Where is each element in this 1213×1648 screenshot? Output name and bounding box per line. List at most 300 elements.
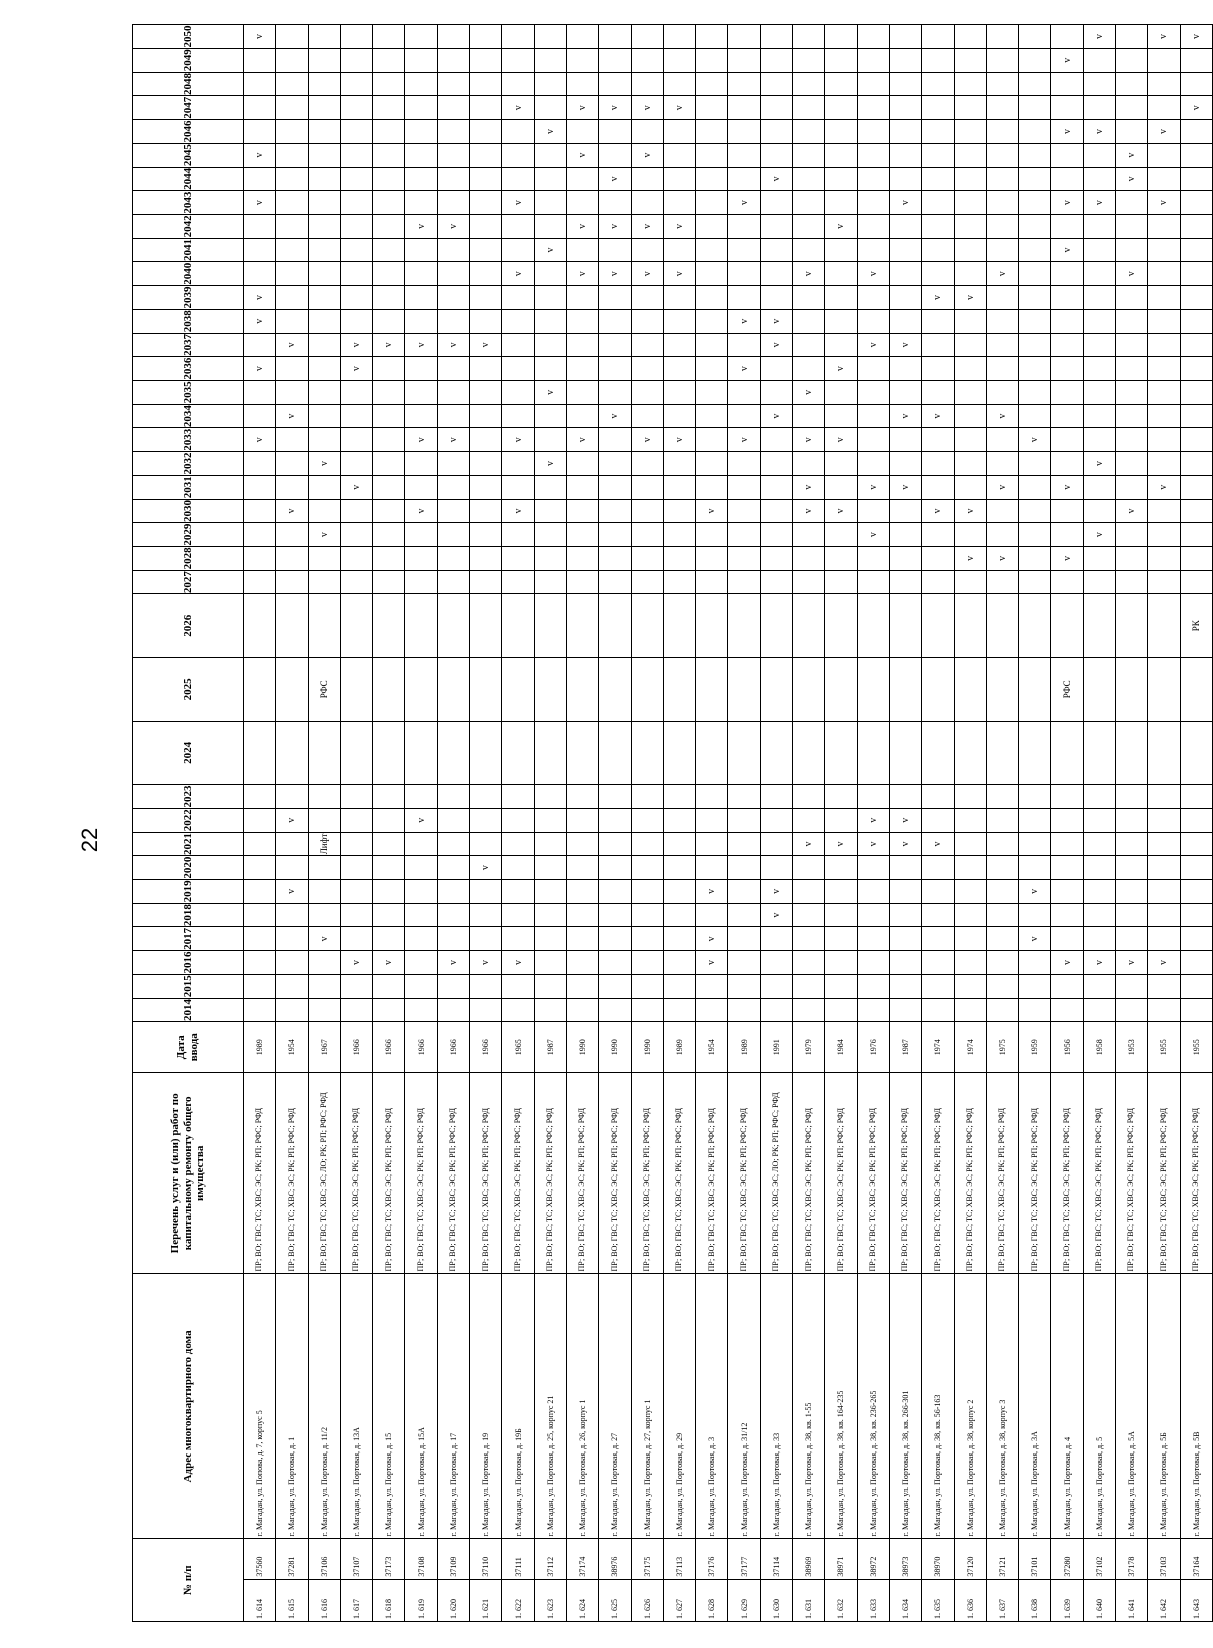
year-cell [1019,570,1051,594]
year-cell [728,594,760,658]
year-cell [922,523,954,547]
year-cell [470,309,502,333]
year-cell [405,998,437,1022]
year-cell [470,72,502,96]
year-cell [502,120,534,144]
year-cell [502,143,534,167]
year-cell: РК [1180,594,1212,658]
row-address: г. Магадан, ул. Попова, д. 7, корпус 5 [244,1274,276,1539]
year-cell [889,951,921,975]
row-number: 1. 614 [244,1579,276,1621]
year-cell [1148,286,1180,310]
year-cell [437,903,469,927]
year-cell [405,570,437,594]
year-cell [1148,570,1180,594]
row-works: ПР; ВО; ГВС; ТС; ХВС; ЭС; РК; РП; РФС; РФД [986,1073,1018,1274]
header-year: 2049 [133,48,244,72]
year-cell [696,452,728,476]
year-cell [889,120,921,144]
row-code: 38971 [825,1539,857,1579]
year-cell [760,499,792,523]
year-cell [566,191,598,215]
year-cell [534,721,566,785]
year-cell [308,286,340,310]
year-cell: v [470,856,502,880]
year-cell [308,238,340,262]
year-cell [631,570,663,594]
year-cell [728,998,760,1022]
year-cell: v [437,214,469,238]
year-cell: v [1083,191,1115,215]
year-cell [502,832,534,856]
year-cell [276,594,308,658]
year-cell [1019,785,1051,809]
year-cell [1148,927,1180,951]
year-cell [599,381,631,405]
year-cell [760,594,792,658]
header-address: Адрес многоквартирного дома [133,1274,244,1539]
row-code: 37107 [340,1539,372,1579]
year-cell [728,167,760,191]
year-cell [244,785,276,809]
year-cell [1180,974,1212,998]
row-number: 1. 639 [1051,1579,1083,1621]
year-cell: v [405,333,437,357]
year-cell [760,832,792,856]
year-cell [1019,48,1051,72]
year-cell [631,309,663,333]
year-cell [663,594,695,658]
header-year: 2019 [133,880,244,904]
year-cell [1116,238,1148,262]
year-cell [1180,286,1212,310]
year-cell: v [1180,25,1212,49]
year-cell [244,721,276,785]
row-works: ПР; ВО; ГВС; ТС; ХВС; ЭС; РК; РП; РФС; РФД [244,1073,276,1274]
year-cell [308,594,340,658]
year-cell [631,48,663,72]
year-cell [502,974,534,998]
year-cell: v [566,214,598,238]
year-cell [631,120,663,144]
year-cell [1116,452,1148,476]
year-cell: v [405,499,437,523]
year-cell [1083,309,1115,333]
year-cell [340,143,372,167]
year-cell: v [986,547,1018,571]
year-cell [663,721,695,785]
year-cell [405,523,437,547]
year-cell [631,594,663,658]
year-cell [502,998,534,1022]
row-code: 37110 [470,1539,502,1579]
row-date: 1989 [244,1022,276,1073]
year-cell [889,499,921,523]
year-cell [1180,785,1212,809]
year-cell [244,214,276,238]
year-cell [276,658,308,722]
year-cell: v [954,286,986,310]
row-address: г. Магадан, ул. Портовая, д. 38, кв. 164-235 [825,1274,857,1539]
year-cell [954,856,986,880]
year-cell [760,143,792,167]
row-number: 1. 623 [534,1579,566,1621]
year-cell [534,785,566,809]
year-cell [760,428,792,452]
header-date: Дата ввода [133,1022,244,1073]
year-cell [1180,832,1212,856]
row-date: 1965 [502,1022,534,1073]
header-year: 2039 [133,286,244,310]
year-cell [437,191,469,215]
year-cell [1148,785,1180,809]
row-code: 38972 [857,1539,889,1579]
header-year: 2025 [133,658,244,722]
year-cell [1051,856,1083,880]
year-cell [760,808,792,832]
year-cell [340,381,372,405]
table-body [244,25,1213,1622]
year-cell [954,428,986,452]
year-cell [954,658,986,722]
year-cell [889,72,921,96]
year-cell [373,974,405,998]
year-cell [276,856,308,880]
row-works: ПР; ВО; ГВС; ТС; ХВС; ЭС; РК; РП; РФС; РФД [825,1073,857,1274]
year-cell [696,998,728,1022]
row-code: 37108 [405,1539,437,1579]
row-date: 1974 [954,1022,986,1073]
year-cell [954,903,986,927]
year-cell [566,475,598,499]
year-cell [631,785,663,809]
year-cell [373,191,405,215]
header-year: 2026 [133,594,244,658]
year-cell [663,856,695,880]
year-cell [502,808,534,832]
row-works: ПР; ВО; ГВС; ТС; ХВС; ЭС; РК; РП; РФС; РФД [1148,1073,1180,1274]
year-cell [566,357,598,381]
row-address: г. Магадан, ул. Портовая, д. 15 [373,1274,405,1539]
table-row [696,25,728,1622]
year-cell [405,72,437,96]
year-cell [405,594,437,658]
year-cell [470,262,502,286]
year-cell [922,48,954,72]
year-cell [922,547,954,571]
year-cell [793,998,825,1022]
year-cell: v [1051,120,1083,144]
row-number: 1. 638 [1019,1579,1051,1621]
year-cell [1116,903,1148,927]
year-cell [534,428,566,452]
year-cell [373,808,405,832]
year-cell: v [696,499,728,523]
year-cell [728,238,760,262]
row-code: 37106 [308,1539,340,1579]
year-cell [566,120,598,144]
year-cell [1019,903,1051,927]
year-cell [922,357,954,381]
year-cell [276,951,308,975]
year-cell [470,903,502,927]
year-cell: v [696,951,728,975]
year-cell [1116,832,1148,856]
year-cell [954,951,986,975]
year-cell [373,262,405,286]
year-cell [760,120,792,144]
year-cell [405,262,437,286]
year-cell [244,951,276,975]
year-cell [373,428,405,452]
year-cell [599,499,631,523]
year-cell: v [631,214,663,238]
year-cell [825,238,857,262]
row-number: 1. 641 [1116,1579,1148,1621]
year-cell [663,333,695,357]
year-cell: v [728,357,760,381]
year-cell [663,785,695,809]
year-cell [1051,594,1083,658]
year-cell [793,856,825,880]
year-cell [1180,856,1212,880]
year-cell: v [340,357,372,381]
header-year: 2037 [133,333,244,357]
year-cell [405,903,437,927]
year-cell [308,262,340,286]
year-cell [599,120,631,144]
year-cell [308,167,340,191]
year-cell [889,96,921,120]
year-cell [1148,808,1180,832]
year-cell [793,167,825,191]
year-cell [728,96,760,120]
year-cell [889,785,921,809]
year-cell [502,404,534,428]
year-cell: v [1051,191,1083,215]
year-cell [889,262,921,286]
year-cell [566,721,598,785]
row-address: г. Магадан, ул. Портовая, д. 25, корпус 21 [534,1274,566,1539]
year-cell: v [1051,238,1083,262]
year-cell [954,808,986,832]
year-cell [986,120,1018,144]
year-cell [1083,357,1115,381]
header-year: 2041 [133,238,244,262]
year-cell [825,880,857,904]
year-cell [663,381,695,405]
year-cell [340,721,372,785]
year-cell: v [437,333,469,357]
year-cell [599,880,631,904]
header-year: 2038 [133,309,244,333]
year-cell [631,333,663,357]
year-cell [1180,309,1212,333]
year-cell: v [728,428,760,452]
header-year: 2045 [133,143,244,167]
year-cell [825,25,857,49]
year-cell: v [857,523,889,547]
year-cell [1019,658,1051,722]
year-cell [728,143,760,167]
year-cell: v [825,832,857,856]
year-cell [308,96,340,120]
year-cell [502,547,534,571]
year-cell [1180,808,1212,832]
year-cell [599,143,631,167]
year-cell [793,120,825,144]
year-cell [922,238,954,262]
year-cell [793,903,825,927]
year-cell [244,72,276,96]
year-cell [793,570,825,594]
year-cell [793,357,825,381]
year-cell: v [1116,262,1148,286]
row-code: 37177 [728,1539,760,1579]
year-cell [986,214,1018,238]
year-cell [986,523,1018,547]
year-cell [663,658,695,722]
year-cell [1116,72,1148,96]
row-date: 1958 [1083,1022,1115,1073]
year-cell [566,499,598,523]
year-cell [696,191,728,215]
row-works: ПР; ВО; ГВС; ТС; ХВС; ЭС; РК; РП; РФС; РФД [793,1073,825,1274]
year-cell: v [373,951,405,975]
year-cell [437,523,469,547]
year-cell [1051,428,1083,452]
year-cell [986,381,1018,405]
year-cell [340,523,372,547]
year-cell [696,974,728,998]
year-cell [954,475,986,499]
year-cell [1116,880,1148,904]
year-cell [308,333,340,357]
year-cell [954,570,986,594]
year-cell: v [825,357,857,381]
row-date: 1990 [631,1022,663,1073]
year-cell [728,856,760,880]
year-cell [1083,880,1115,904]
year-cell [373,475,405,499]
year-cell [663,120,695,144]
year-cell [599,191,631,215]
year-cell [793,48,825,72]
year-cell [760,785,792,809]
year-cell: v [244,357,276,381]
year-cell [1180,903,1212,927]
year-cell: v [760,903,792,927]
year-cell [922,880,954,904]
year-cell [793,547,825,571]
year-cell: v [889,808,921,832]
year-cell: v [276,499,308,523]
year-cell [276,974,308,998]
year-cell [308,25,340,49]
year-cell [437,452,469,476]
year-cell [1083,570,1115,594]
year-cell [728,48,760,72]
year-cell: v [631,96,663,120]
year-cell [986,48,1018,72]
year-cell [1083,658,1115,722]
year-cell [599,452,631,476]
row-works: ПР; ВО; ГВС; ТС; ХВС; ЭС; ЛО; РК; РП; РФС; РФД [760,1073,792,1274]
year-cell [728,499,760,523]
year-cell [1148,547,1180,571]
year-cell: v [599,404,631,428]
row-date: 1966 [437,1022,469,1073]
year-cell [825,547,857,571]
year-cell [276,357,308,381]
table-row [1051,25,1083,1622]
year-cell [437,880,469,904]
year-cell [954,72,986,96]
row-works: ПР; ВО; ГВС; ТС; ХВС; ЭС; РК; РП; РФС; РФД [663,1073,695,1274]
year-cell [308,309,340,333]
year-cell [954,381,986,405]
year-cell [1083,475,1115,499]
year-cell [599,357,631,381]
year-cell: v [954,547,986,571]
year-cell: v [1051,48,1083,72]
row-number: 1. 620 [437,1579,469,1621]
year-cell [922,927,954,951]
year-cell: v [470,951,502,975]
year-cell [566,951,598,975]
year-cell [889,214,921,238]
year-cell [373,903,405,927]
year-cell [437,404,469,428]
year-cell [857,404,889,428]
year-cell [760,475,792,499]
year-cell [437,309,469,333]
year-cell [1148,72,1180,96]
year-cell [244,381,276,405]
year-cell [470,48,502,72]
year-cell [1019,143,1051,167]
year-cell [793,927,825,951]
year-cell [857,72,889,96]
year-cell [502,523,534,547]
year-cell: v [1083,452,1115,476]
year-cell [986,309,1018,333]
row-date: 1966 [470,1022,502,1073]
year-cell [373,48,405,72]
year-cell: v [1019,880,1051,904]
year-cell: v [502,262,534,286]
year-cell [954,998,986,1022]
year-cell [760,72,792,96]
year-cell [728,974,760,998]
year-cell [696,357,728,381]
header-year: 2018 [133,903,244,927]
year-cell [1051,167,1083,191]
year-cell [889,880,921,904]
year-cell [857,903,889,927]
year-cell [599,428,631,452]
year-cell [857,951,889,975]
year-cell [728,404,760,428]
year-cell [470,214,502,238]
row-code: 37281 [276,1539,308,1579]
year-cell [244,238,276,262]
year-cell: v [1051,475,1083,499]
year-cell [857,309,889,333]
year-cell [244,96,276,120]
row-number: 1. 635 [922,1579,954,1621]
year-cell [437,357,469,381]
